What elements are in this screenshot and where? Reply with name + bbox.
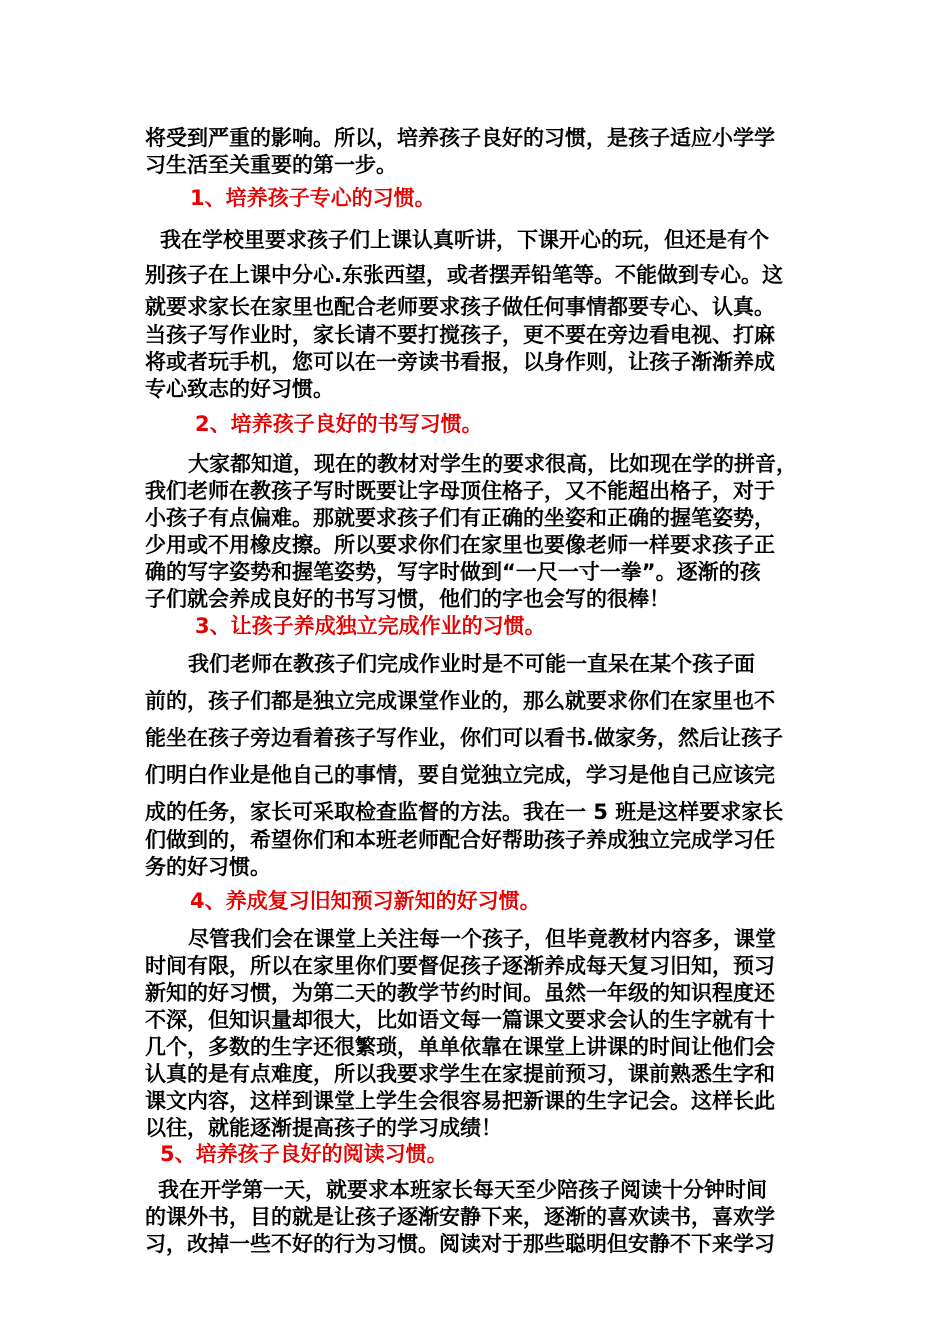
intro-line: 将受到严重的影响。所以，培养孩子良好的习惯，是孩子适应小学学 (145, 126, 775, 150)
paragraph-line: 成的任务，家长可采取检查监督的方法。我在一 5 班是这样要求家长 (145, 800, 784, 824)
paragraph-line: 前的，孩子们都是独立完成课堂作业的，那么就要求你们在家里也不 (145, 689, 775, 713)
paragraph-line: 将或者玩手机，您可以在一旁读书看报，以身作则，让孩子渐渐养成 (145, 350, 775, 374)
paragraph-line: 们明白作业是他自己的事情，要自觉独立完成，学习是他自己应该完 (145, 763, 775, 787)
paragraph-line: 不深，但知识量却很大，比如语文每一篇课文要求会认的生字就有十 (145, 1008, 775, 1032)
paragraph-line: 我在学校里要求孩子们上课认真听讲，下课开心的玩，但还是有个 (160, 228, 769, 252)
paragraph-line: 能坐在孩子旁边看着孩子写作业，你们可以看书.做家务，然后让孩子 (145, 726, 783, 750)
paragraph-line: 少用或不用橡皮擦。所以要求你们在家里也要像老师一样要求孩子正 (145, 533, 775, 557)
paragraph-line: 课文内容，这样到课堂上学生会很容易把新课的生字记会。这样长此 (145, 1089, 775, 1113)
paragraph-line: 专心致志的好习惯。 (145, 377, 334, 401)
paragraph-line: 务的好习惯。 (145, 855, 271, 879)
paragraph-line: 我们老师在教孩子写时既要让字母顶住格子，又不能超出格子，对于 (145, 479, 775, 503)
paragraph-line: 时间有限，所以在家里你们要督促孩子逐渐养成每天复习旧知，预习 (145, 954, 775, 978)
paragraph-line: 的课外书，目的就是让孩子逐渐安静下来，逐渐的喜欢读书，喜欢学 (145, 1205, 775, 1229)
paragraph-line: 以往，就能逐渐提高孩子的学习成绩！ (145, 1116, 502, 1140)
paragraph-line: 当孩子写作业时，家长请不要打搅孩子，更不要在旁边看电视、打麻 (145, 323, 775, 347)
paragraph-line: 认真的是有点难度，所以我要求学生在家提前预习，课前熟悉生字和 (145, 1062, 775, 1086)
section-heading-5: 5、培养孩子良好的阅读习惯。 (160, 1142, 448, 1166)
paragraph-line: 我在开学第一天，就要求本班家长每天至少陪孩子阅读十分钟时间 (158, 1178, 767, 1202)
paragraph-line: 大家都知道，现在的教材对学生的要求很高，比如现在学的拼音， (188, 452, 797, 476)
section-heading-2: 2、培养孩子良好的书写习惯。 (195, 412, 483, 436)
paragraph-line: 子们就会养成良好的书写习惯，他们的字也会写的很棒！ (145, 587, 670, 611)
paragraph-line: 尽管我们会在课堂上关注每一个孩子，但毕竟教材内容多，课堂 (188, 927, 776, 951)
paragraph-line: 就要求家长在家里也配合老师要求孩子做任何事情都要专心、认真。 (145, 295, 775, 319)
section-heading-3: 3、让孩子养成独立完成作业的习惯。 (195, 614, 546, 638)
paragraph-line: 确的写字姿势和握笔姿势，写字时做到“一尺一寸一拳”。逐渐的孩 (145, 560, 761, 584)
paragraph-line: 习，改掉一些不好的行为习惯。阅读对于那些聪明但安静不下来学习 (145, 1232, 775, 1256)
paragraph-line: 们做到的，希望你们和本班老师配合好帮助孩子养成独立完成学习任 (145, 828, 775, 852)
paragraph-line: 别孩子在上课中分心.东张西望，或者摆弄铅笔等。不能做到专心。这 (145, 263, 783, 287)
paragraph-line: 几个，多数的生字还很繁琐，单单依靠在课堂上讲课的时间让他们会 (145, 1035, 775, 1059)
section-heading-4: 4、养成复习旧知预习新知的好习惯。 (190, 889, 541, 913)
section-heading-1: 1、培养孩子专心的习惯。 (190, 186, 436, 210)
paragraph-line: 小孩子有点偏难。那就要求孩子们有正确的坐姿和正确的握笔姿势， (145, 506, 775, 530)
paragraph-line: 新知的好习惯，为第二天的教学节约时间。虽然一年级的知识程度还 (145, 981, 775, 1005)
intro-line: 习生活至关重要的第一步。 (145, 153, 397, 177)
paragraph-line: 我们老师在教孩子们完成作业时是不可能一直呆在某个孩子面 (188, 652, 755, 676)
